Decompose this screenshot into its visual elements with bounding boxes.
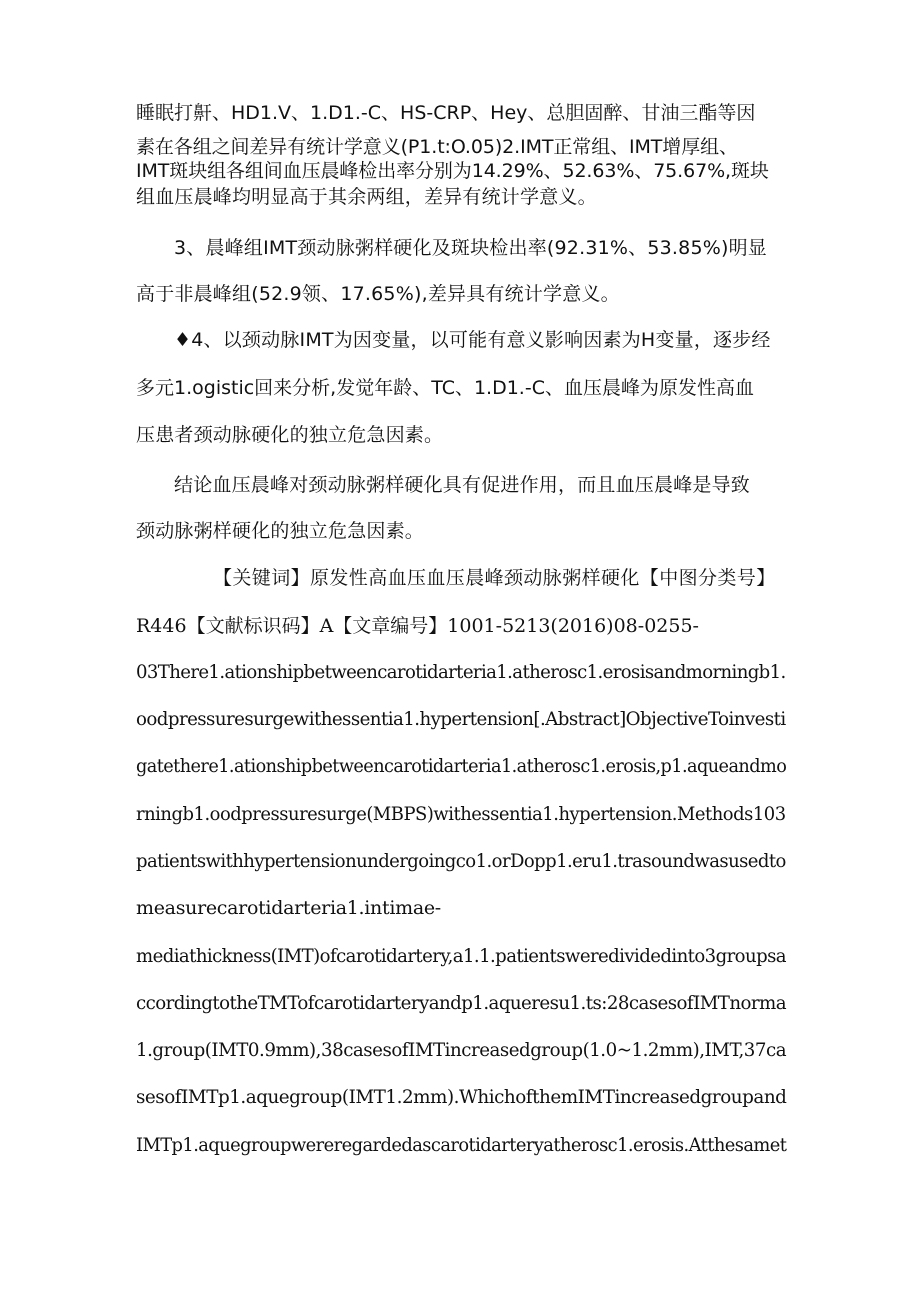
text-line: 压患者颈动脉硬化的独立危急因素。	[136, 424, 444, 446]
text-line: 03There1.ationshipbetweencarotidarteria1.atherosc1.erosisandmorningb1.	[136, 661, 786, 683]
text-line: gatethere1.ationshipbetweencarotidarteria1.atherosc1.erosis,p1.aqueandmo	[136, 755, 787, 777]
text-line: 素在各组之间差异有统计学意义(P1.t:O.05)2.IMT正常组、IMT增厚组、	[136, 136, 738, 158]
text-line: mediathickness(IMT)ofcarotidartery,a1.1.patientsweredividedinto3groupsa	[136, 945, 786, 967]
text-line: 组血压晨峰均明显高于其余两组，差异有统计学意义。	[136, 186, 597, 208]
text-line: oodpressuresurgewithessentia1.hypertension[.Abstract]ObjectiveToinvesti	[136, 708, 786, 730]
text-line: 睡眠打鼾、HD1.V、1.D1.-C、HS-CRP、Hey、总胆固醉、甘油三酯等因	[136, 102, 756, 124]
text-line: patientswithhypertensionundergoingco1.orDopp1.eru1.trasoundwasusedto	[136, 850, 786, 872]
text-line: 3、晨峰组IMT颈动脉粥样硬化及斑块检出率(92.31%、53.85%)明显	[174, 237, 768, 259]
text-line: rningb1.oodpressuresurge(MBPS)withessentia1.hypertension.Methods103	[136, 803, 786, 825]
text-line: sesofIMTp1.aquegroup(IMT1.2mm).WhichofthemIMTincreasedgroupand	[136, 1086, 787, 1108]
text-line: ♦4、以颈动脉IMT为因变量，以可能有意义影响因素为H变量，逐步经	[174, 329, 771, 351]
text-line: 高于非晨峰组(52.9领、17.65%),差异具有统计学意义。	[136, 283, 620, 305]
text-line: 多元1.ogistic回来分析,发觉年龄、TC、1.D1.-C、血压晨峰为原发性高血	[136, 377, 754, 399]
text-line: IMTp1.aquegroupwereregardedascarotidarteryatherosc1.erosis.Atthesamet	[136, 1134, 787, 1156]
text-line: 颈动脉粥样硬化的独立危急因素。	[136, 520, 425, 542]
text-line: measurecarotidarteria1.intimae-	[136, 897, 441, 919]
text-line: 结论血压晨峰对颈动脉粥样硬化具有促进作用，而且血压晨峰是导致	[174, 474, 751, 496]
text-line: ccordingtotheTMTofcarotidarteryandp1.aqueresu1.ts:28casesofIMTnorma	[136, 992, 787, 1014]
text-line: IMT斑块组各组间血压晨峰检出率分别为14.29%、52.63%、75.67%,斑块	[136, 160, 769, 182]
text-line: 1.group(IMT0.9mm),38casesofIMTincreasedgroup(1.0~1.2mm),IMT,37ca	[136, 1039, 787, 1061]
text-line: 【关键词】原发性高血压血压晨峰颈动脉粥样硬化【中图分类号】	[213, 567, 776, 589]
text-line: R446【文献标识码】A【文章编号】1001-5213(2016)08-0255-	[136, 615, 699, 637]
